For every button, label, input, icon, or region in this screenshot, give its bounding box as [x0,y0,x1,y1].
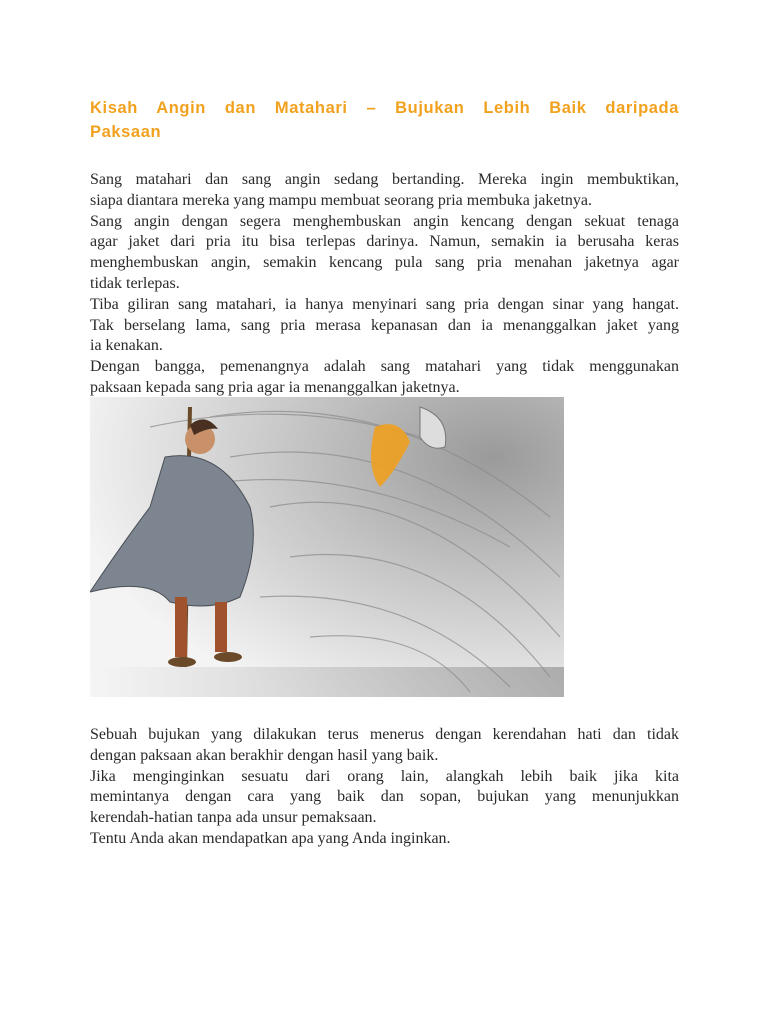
text-line: Sang matahari dan sang angin sedang bertanding. Mereka ingin membuktikan, [90,171,679,188]
text-line: ia kenakan. [90,337,163,355]
text-line: paksaan kepada sang pria agar ia menanggalkan jaketnya. [90,378,460,396]
text-line: Tiba giliran sang matahari, ia hanya menyinari sang pria dengan sinar yang hangat. [90,295,679,313]
text-line: Tak berselang lama, sang pria merasa kepanasan dan ia menanggalkan jaket yang [90,316,679,334]
title-line: Paksaan [90,123,162,141]
text-line: tidak terlepas. [90,274,180,292]
document-title [90,96,679,144]
text-line: agar jaket dari pria itu bisa terlepas darinya. Namun, semakin ia berusaha keras [90,233,679,251]
story-paragraphs [90,170,679,399]
text-line: siapa diantara mereka yang mampu membuat seorang pria membuka jaketnya. [90,191,593,209]
title-line: Kisah Angin dan Matahari – Bujukan Lebih Baik daripada [90,99,679,117]
text-line: Tentu Anda akan mendapatkan apa yang Anda inginkan. [90,829,451,847]
text-line: kerendah-hatian tanpa ada unsur pemaksaan. [90,809,377,827]
wind-and-sun-illustration [90,397,564,697]
text-line: dengan paksaan akan berakhir dengan hasil yang baik. [90,746,439,764]
text-line: menghembuskan angin, semakin kencang pula sang pria menahan jaketnya agar [90,254,679,272]
moral-paragraphs [90,725,679,850]
text-line: Sang angin dengan segera menghembuskan angin kencang dengan sekuat tenaga [90,212,679,230]
text-line: memintanya dengan cara yang baik dan sopan, bujukan yang menunjukkan [90,788,679,806]
text-line: Dengan bangga, pemenangnya adalah sang matahari yang tidak menggunakan [90,358,679,376]
text-line: Jika menginginkan sesuatu dari orang lain, alangkah lebih baik jika kita [90,767,679,785]
text-line: Sebuah bujukan yang dilakukan terus menerus dengan kerendahan hati dan tidak [90,726,679,743]
